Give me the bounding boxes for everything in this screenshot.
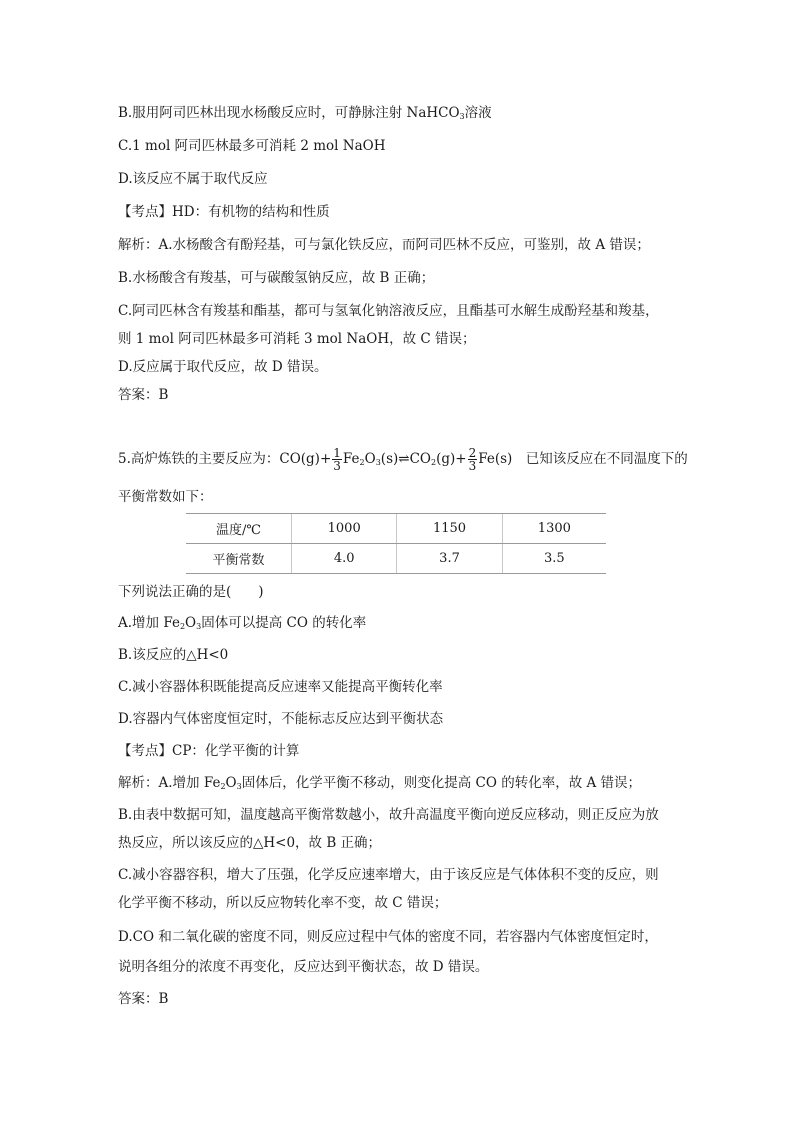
table-cell: 1300 <box>502 514 606 544</box>
q4-analysis-a: 解析：A.水杨酸含有酚羟基，可与氯化铁反应，而阿司匹林不反应，可鉴别，故 A 错误； <box>118 237 650 253</box>
equilibrium-constant-table <box>186 513 606 574</box>
q4-option-b-subscript: 3 <box>459 112 465 121</box>
q5-option-b: B.该反应的△H<0 <box>118 647 229 663</box>
q4-option-b <box>118 104 492 122</box>
fraction-numerator: 2 <box>468 446 477 460</box>
q5-option-a-text-end: 固体可以提高 CO 的转化率 <box>201 615 367 631</box>
q5-analysis-d-line1: D.CO 和二氧化碳的密度不同，则反应过程中气体的密度不同，若容器内气体密度恒定时， <box>118 929 658 945</box>
q5-stem-end: Fe(s) 已知该反应在不同温度下的 <box>478 451 688 467</box>
q4-analysis-b: B.水杨酸含有羧基，可与碳酸氢钠反应，故 B 正确； <box>118 270 435 286</box>
q5-analysis-c-line2: 化学平衡不移动，所以反应物转化率不变，故 C 错误； <box>118 895 448 911</box>
table-cell: 1000 <box>292 514 397 544</box>
table-row-label: 平衡常数 <box>186 544 292 574</box>
q5-option-d: D.容器内气体密度恒定时，不能标志反应达到平衡状态 <box>118 711 444 727</box>
formula-o: O <box>225 775 237 791</box>
formula-fe: Fe <box>342 451 360 467</box>
q5-analysis-c-line1: C.减小容器容积，增大了压强，化学反应速率增大，由于该反应是气体体积不变的反应，则 <box>118 867 659 883</box>
fraction-two-thirds <box>468 447 478 472</box>
q5-analysis-a <box>118 774 641 792</box>
subscript-2: 2 <box>179 622 186 631</box>
q5-option-a-text: A.增加 Fe <box>118 615 180 631</box>
q4-option-b-text-end: 溶液 <box>464 105 492 121</box>
q5-question: 下列说法正确的是( ) <box>118 584 264 600</box>
q4-analysis-d: D.反应属于取代反应，故 D 错误。 <box>118 359 328 375</box>
q5-analysis-a-text: 解析：A.增加 Fe <box>118 775 221 791</box>
q5-stem-line1 <box>118 447 688 472</box>
fraction-one-third <box>332 447 342 472</box>
q4-option-c: C.1 mol 阿司匹林最多可消耗 2 mol NaOH <box>118 138 386 154</box>
q5-stem-middle: (s)⇌CO <box>380 451 431 467</box>
q4-option-b-text: B.服用阿司匹林出现水杨酸反应时，可静脉注射 NaHCO <box>118 105 460 121</box>
q5-kaodian: 【考点】CP：化学平衡的计算 <box>118 743 300 759</box>
q5-option-a <box>118 614 366 632</box>
q4-kaodian: 【考点】HD：有机物的结构和性质 <box>118 204 330 220</box>
subscript-2-co2: 2 <box>430 458 437 467</box>
table-cell: 4.0 <box>292 544 397 574</box>
table-cell: 1150 <box>397 514 502 544</box>
fraction-denominator: 3 <box>468 459 477 473</box>
fraction-denominator: 3 <box>333 459 341 473</box>
subscript-3: 3 <box>375 458 381 467</box>
table-cell: 3.7 <box>397 544 502 574</box>
q4-answer: 答案：B <box>118 387 169 403</box>
formula-o: O <box>364 451 376 467</box>
q5-stem-middle-2: (g)+ <box>436 451 467 467</box>
fraction-numerator: 1 <box>333 446 341 460</box>
subscript-3: 3 <box>196 622 202 631</box>
subscript-2: 2 <box>220 782 226 791</box>
q5-analysis-b-line2: 热反应，所以该反应的△H<0，故 B 正确； <box>118 835 382 851</box>
q4-analysis-c-line1: C.阿司匹林含有羧基和酯基，都可与氢氧化钠溶液反应，且酯基可水解生成酚羟基和羧基， <box>118 303 659 319</box>
q5-stem-line2: 平衡常数如下： <box>118 489 213 505</box>
table-row <box>186 514 606 544</box>
q4-option-d: D.该反应不属于取代反应 <box>118 171 268 187</box>
table-row <box>186 544 606 574</box>
q5-analysis-b-line1: B.由表中数据可知，温度越高平衡常数越小，故升高温度平衡向逆反应移动，则正反应为放 <box>118 807 659 823</box>
table-cell: 3.5 <box>502 544 606 574</box>
formula-o: O <box>185 615 197 631</box>
q4-analysis-c-line2: 则 1 mol 阿司匹林最多可消耗 3 mol NaOH，故 C 错误； <box>118 331 476 347</box>
q5-analysis-a-text-end: 固体后，化学平衡不移动，则变化提高 CO 的转化率，故 A 错误； <box>241 775 642 791</box>
subscript-3: 3 <box>236 782 242 791</box>
q5-stem-start: 5.高炉炼铁的主要反应为：CO(g)+ <box>118 451 332 467</box>
q5-answer: 答案：B <box>118 991 169 1007</box>
subscript-2: 2 <box>359 458 365 467</box>
q5-analysis-d-line2: 说明各组分的浓度不再变化，反应达到平衡状态，故 D 错误。 <box>118 959 489 975</box>
q5-option-c: C.减小容器体积既能提高反应速率又能提高平衡转化率 <box>118 679 443 695</box>
table-header-label: 温度/℃ <box>186 514 292 544</box>
